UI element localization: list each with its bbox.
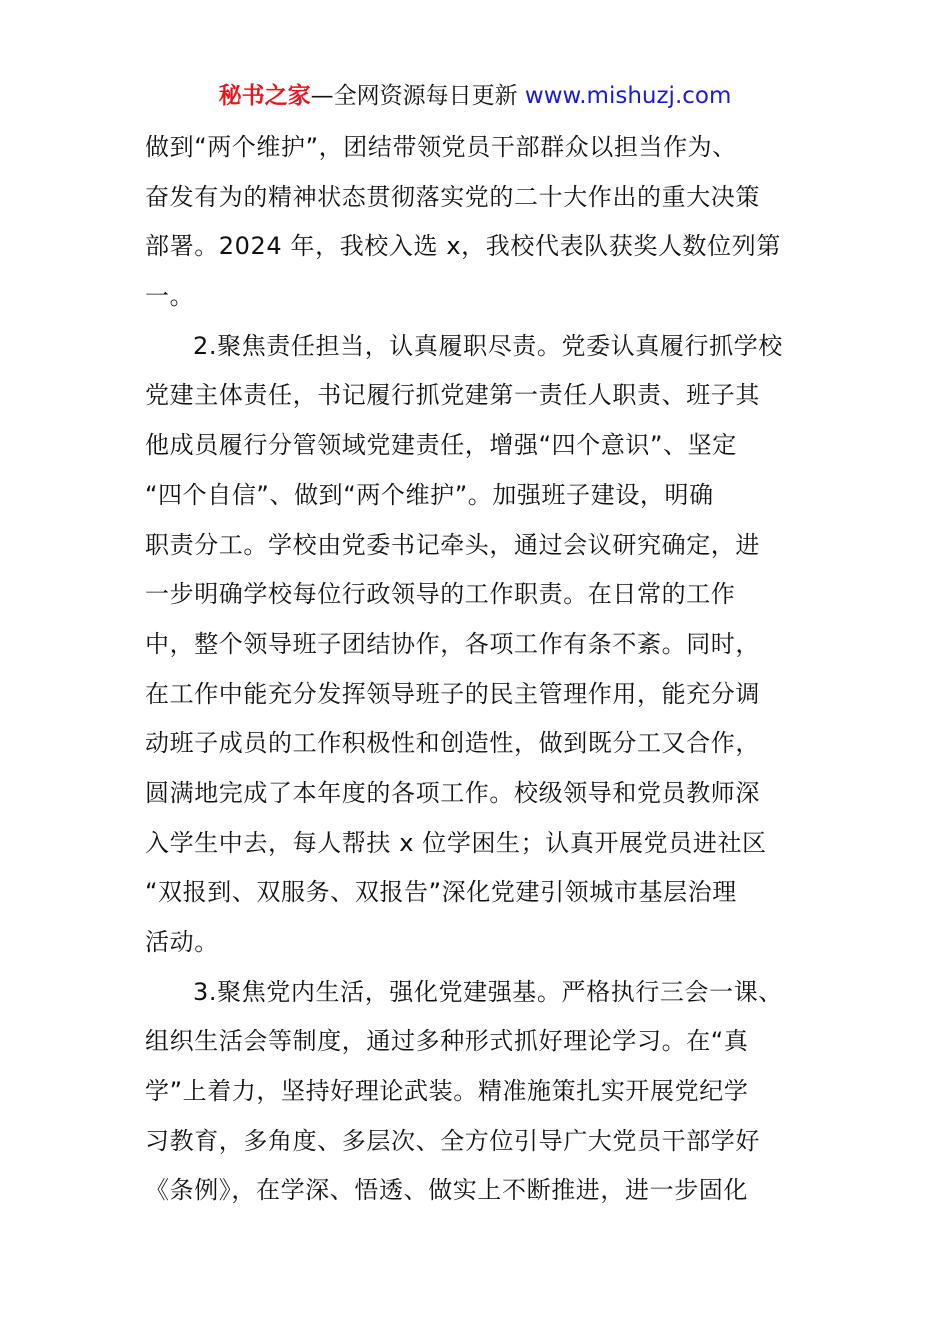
text-line: 圆满地完成了本年度的各项工作。校级领导和党员教师深 [145,778,760,807]
text-line: 中，整个领导班子团结协作，各项工作有条不紊。同时， [145,629,760,658]
text-line: 入学生中去，每人帮扶 x 位学困生；认真开展党员进社区 [145,828,767,857]
text-line: 《条例》，在学深、悟透、做实上不断推进，进一步固化 [145,1176,748,1205]
page-header [0,80,950,112]
text-line: 组织生活会等制度，通过多种形式抓好理论学习。在“真 [145,1027,749,1056]
text-line: “四个自信”、做到“两个维护”。加强班子建设，明确 [145,480,714,509]
document-body [145,123,807,1216]
text-line: 学”上着力，坚持好理论武装。精准施策扎实开展党纪学 [145,1077,749,1106]
text-line: 他成员履行分管领域党建责任，增强“四个意识”、坚定 [145,431,737,460]
header-tagline: —全网资源每日更新 [310,83,525,109]
text-line: 党建主体责任，书记履行抓党建第一责任人职责、班子其 [145,381,760,410]
text-line: 动班子成员的工作积极性和创造性，做到既分工又合作， [145,729,760,758]
text-line: 做到“两个维护”，团结带领党员干部群众以担当作为、 [145,133,737,161]
text-line: 职责分工。学校由党委书记牵头，通过会议研究确定，进 [145,530,760,559]
text-line: “双报到、双服务、双报告”深化党建引领城市基层治理 [145,878,737,907]
text-line: 奋发有为的精神状态贯彻落实党的二十大作出的重大决策 [145,182,760,211]
text-line: 一。 [145,282,195,311]
paragraph-start-line: 2.聚焦责任担当，认真履职尽责。党委认真履行抓学校 [193,331,783,360]
text-line: 部署。2024 年，我校入选 x，我校代表队获奖人数位列第 [145,232,781,261]
brand-name: 秘书之家 [218,83,311,109]
text-line: 活动。 [145,928,219,956]
text-line: 在工作中能充分发挥领导班子的民主管理作用，能充分调 [145,679,760,708]
text-line: 习教育，多角度、多层次、全方位引导广大党员干部学好 [145,1126,760,1155]
text-line: 一步明确学校每位行政领导的工作职责。在日常的工作 [145,580,736,609]
paragraph-start-line: 3.聚焦党内生活，强化党建强基。严格执行三会一课、 [193,977,783,1006]
site-url-link[interactable]: www.mishuzj.com [524,83,732,109]
